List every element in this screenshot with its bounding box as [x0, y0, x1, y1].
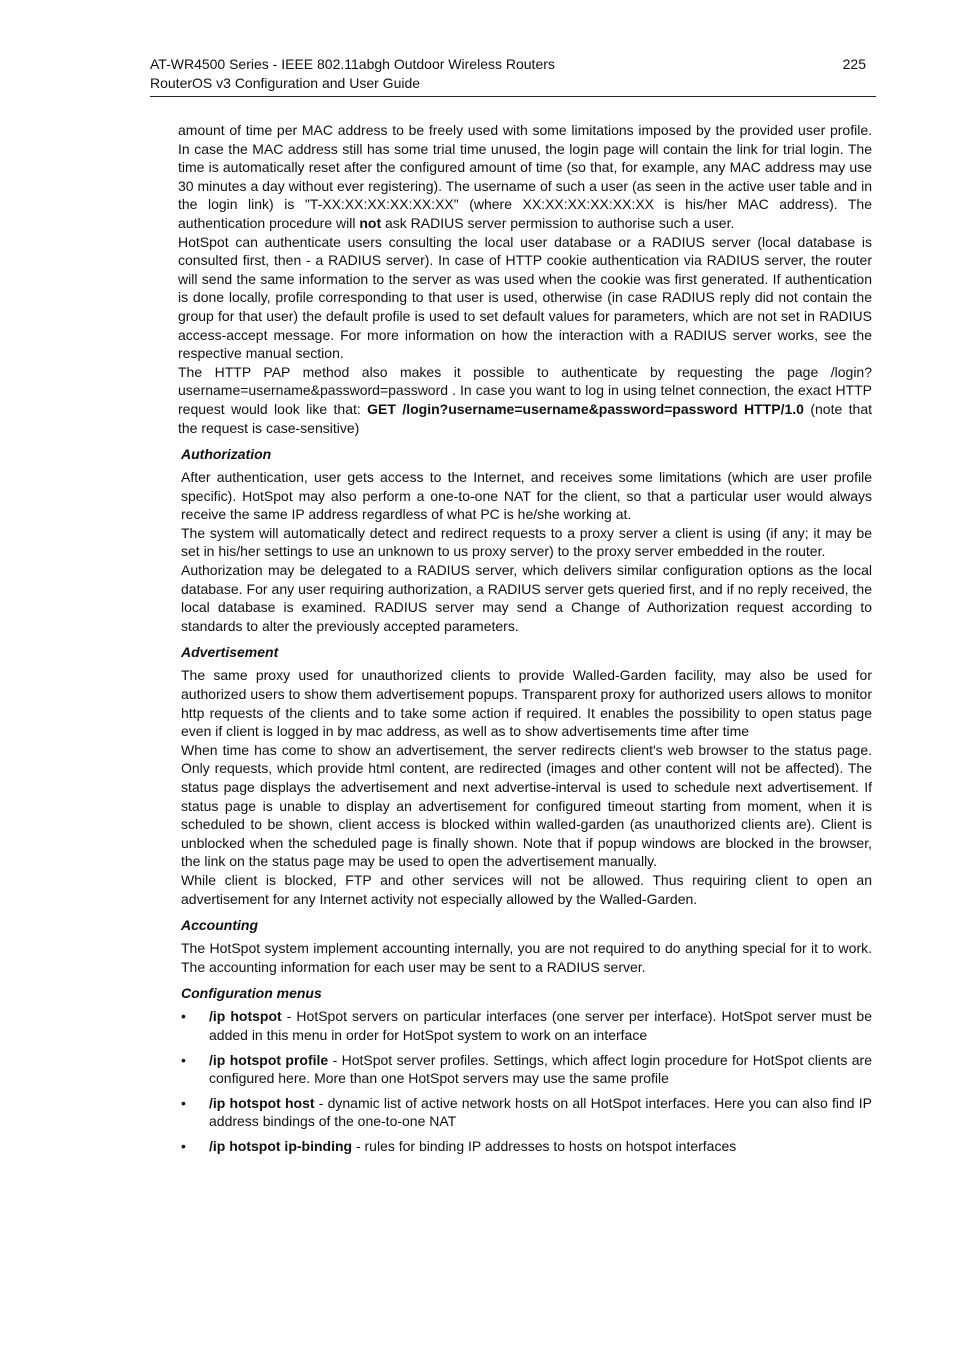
advertisement-section [181, 666, 872, 908]
menu-description: - dynamic list of active network hosts on all HotSpot interfaces. Here you can also find IP address bindings of the one-to-one NAT [209, 1094, 872, 1130]
menu-description: - HotSpot server profiles. Settings, which affect login procedure for HotSpot clients are configured here. More than one HotSpot servers may use the same profile [209, 1051, 872, 1087]
page-content [178, 121, 872, 1162]
config-menus-heading: Configuration menus [181, 985, 322, 1002]
menu-command: /ip hotspot [209, 1008, 282, 1025]
advertisement-paragraph-3: While client is blocked, FTP and other services will not be allowed. Thus requiring client to open an advertisement for any Internet activity not especially allowed by the Walled-Garden. [181, 871, 872, 907]
advertisement-paragraph-2: When time has come to show an advertisement, the server redirects client's web browser to the status page. Only requests, which provide html content, are redirected (images and other content will not be affected). The status page displays the advertisement and next advertise-interval is used to schedule next advertisement. If status page is unable to display an advertisement for configured timeout starting from moment, when it is scheduled to be shown, client access is blocked within walled-garden (as unauthorized clients are). Client is unblocked when the scheduled page is finally shown. Note that if popup windows are blocked in the browser, the link on the status page may be used to open the advertisement manually. [181, 741, 872, 870]
bullet-icon: • [181, 1094, 186, 1111]
header-subtitle: RouterOS v3 Configuration and User Guide [150, 75, 421, 91]
page-header [150, 55, 876, 97]
menu-command: /ip hotspot ip-binding [209, 1137, 353, 1154]
menu-description: - HotSpot servers on particular interfaces (one server per interface). HotSpot server must be added in this menu in order for HotSpot system to work on an interface [209, 1008, 872, 1043]
advertisement-heading: Advertisement [181, 644, 279, 661]
list-item [178, 1137, 872, 1156]
authorization-section [181, 468, 872, 635]
advertisement-paragraph-1: The same proxy used for unauthorized clients to provide Walled-Garden facility, may also be used for authorized users to show them advertisement popups. Transparent proxy for authorized users allows to monitor http requests of the clients and to take some action if required. It enables the possibility to open status page even if client is logged in by mac address, as well as to show advertisements time after time [181, 667, 872, 740]
intro-paragraph-1: amount of time per MAC address to be freely used with some limitations imposed by the provided user profile. In case the MAC address still has some trial time unused, the login page will contain the link for trial login. The time is automatically reset after the configured amount of time (so that, for example, any MAC address may use 30 minutes a day without ever registering). The username of such a user (as seen in the active user table and in the login link) is "T-XX:XX:XX:XX:XX:XX" (where XX:XX:XX:XX:XX:XX is his/her MAC address). The authentication procedure will not ask RADIUS server permission to authorise such a user. [178, 122, 872, 231]
accounting-paragraph: The HotSpot system implement accounting internally, you are not required to do anything special for it to work. The accounting information for each user may be sent to a RADIUS server. [181, 940, 872, 975]
accounting-heading: Accounting [181, 917, 258, 934]
bullet-icon: • [181, 1051, 186, 1068]
list-item [178, 1051, 872, 1088]
header-title: AT-WR4500 Series - IEEE 802.11abgh Outdoor Wireless Routers [150, 56, 555, 72]
authorization-paragraph-3: Authorization may be delegated to a RADIUS server, which delivers similar configuration options as the local database. For any user requiring authorization, a RADIUS server gets queried first, and if no reply received, the local database is examined. RADIUS server may send a Change of Authorization request according to standards to alter the previously accepted parameters. [181, 562, 872, 634]
menu-command: /ip hotspot host [209, 1094, 315, 1111]
intro-paragraph-2: HotSpot can authenticate users consulting the local user database or a RADIUS server (local database is consulted first, then - a RADIUS server). In case of HTTP cookie authentication via RADIUS server, the router will send the same information to the server as was used when the cookie was first generated. If authentication is done locally, profile corresponding to that user is used, otherwise (in case RADIUS reply did not contain the group for that user) the default profile is used to set default values for parameters, which are not set in RADIUS access-accept message. For more information on how the interaction with a RADIUS server works, see the respective manual section. [178, 233, 872, 362]
config-menus-list [178, 1007, 872, 1155]
list-item [178, 1007, 872, 1044]
list-item [178, 1094, 872, 1131]
intro-paragraph-3: The HTTP PAP method also makes it possible to authenticate by requesting the page /login?username=username&password=password . In case you want to log in using telnet connection, the exact HTTP request would look like that: GET /login?username=username&password=password HTTP/1.0 (note that the request is case-sensitive) [178, 363, 872, 436]
authorization-paragraph-1: After authentication, user gets access to the Internet, and receives some limitations (which are user profile specific). HotSpot may also perform a one-to-one NAT for the client, so that a particular user would always receive the same IP address regardless of what PC is he/she working at. [181, 469, 872, 523]
authorization-paragraph-2: The system will automatically detect and redirect requests to a proxy server a client is using (if any; it may be set in his/her settings to use an unknown to us proxy server) to the proxy server embedded in the router. [181, 524, 872, 560]
bullet-icon: • [181, 1137, 186, 1154]
menu-command: /ip hotspot profile [209, 1051, 329, 1068]
page-number: 225 [842, 56, 866, 72]
authorization-heading: Authorization [181, 446, 272, 463]
bullet-icon: • [181, 1008, 186, 1025]
accounting-section [181, 939, 872, 976]
menu-description: - rules for binding IP addresses to hosts on hotspot interfaces [352, 1137, 737, 1154]
